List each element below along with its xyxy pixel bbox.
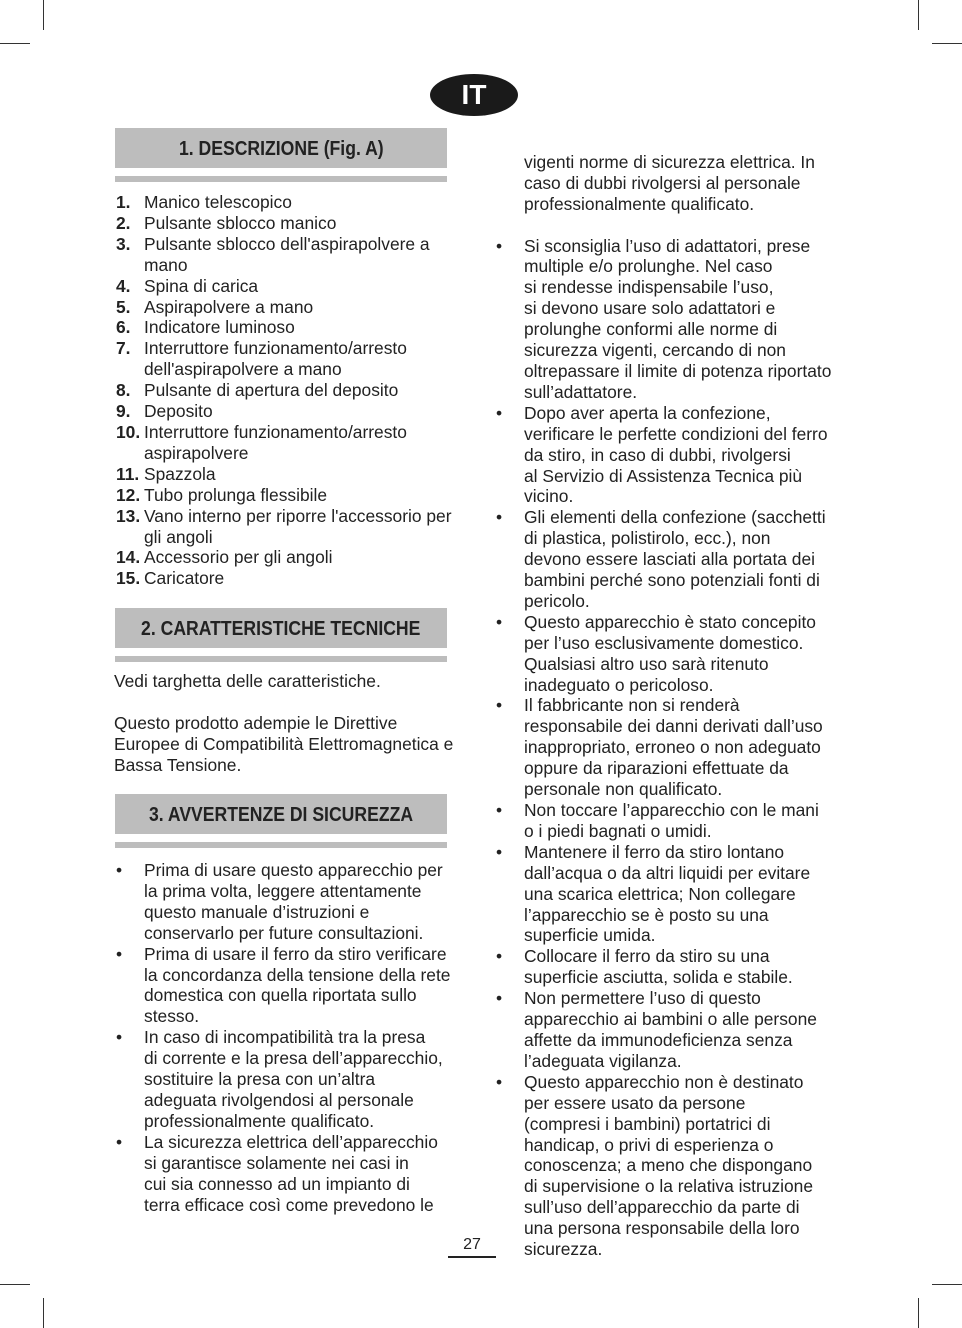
item-text: Non permettere l’uso di questo apparecchio ai bambini o alle persone affette da immunodeficienza senza l’adeguata vigilanza. [524, 988, 817, 1071]
list-item [116, 380, 456, 401]
item-text: Manico telescopico [144, 192, 292, 212]
item-number: 1. [116, 192, 131, 212]
item-number: 12. [116, 484, 141, 505]
item-text: Collocare il ferro da stiro su una superficie asciutta, solida e stabile. [524, 946, 793, 988]
list-item [116, 338, 456, 380]
list-item [496, 800, 841, 842]
item-text: Accessorio per gli angoli [144, 547, 333, 568]
item-text: Mantenere il ferro da stiro lontano dall’acqua o da altri liquidi per evitare una scarica elettrica; Non collegare l’apparecchio se è posto su una superficie umida. [524, 841, 811, 946]
item-text: Vano interno per riporre l'accessorio per gli angoli [144, 505, 452, 547]
section-2-title: 2. CARATTERISTICHE TECNICHE [141, 618, 421, 640]
item-text: In caso di incompatibilità tra la presa di corrente e la presa dell’apparecchio, sostituire la presa con un’altra adeguata rivolgendosi al personale professionalmente qualificato. [144, 1027, 443, 1131]
crop-mark [918, 1298, 919, 1328]
item-text: Spina di carica [144, 275, 259, 296]
section-1-title: 1. DESCRIZIONE (Fig. A) [178, 138, 384, 160]
bullet-icon: • [116, 1027, 123, 1048]
crop-mark [932, 1284, 962, 1285]
bullet-icon: • [496, 695, 503, 716]
list-item [116, 860, 456, 944]
item-text: Spazzola [144, 463, 216, 484]
item-text: Caricatore [144, 568, 225, 589]
list-item [496, 988, 841, 1072]
list-item [116, 1027, 456, 1132]
item-text: Non toccare l’apparecchio con le mani o i piedi bagnati o umidi. [524, 800, 819, 841]
item-number: 11. [116, 463, 140, 484]
item-text: Tubo prolunga flessibile [144, 484, 328, 505]
item-number: 5. [116, 296, 131, 317]
item-text: Dopo aver aperta la confezione, verificare le perfette condizioni del ferro da stiro, in caso di dubbi, rivolgersi al Servizio di Assistenza Tecnica più vicino. [524, 402, 828, 507]
item-number: 3. [116, 233, 131, 254]
section-3-header [115, 794, 447, 834]
item-number: 4. [116, 275, 131, 296]
item-number: 8. [116, 380, 131, 401]
list-item [496, 1072, 841, 1260]
bullet-icon: • [496, 402, 503, 423]
crop-mark [43, 0, 44, 30]
item-text: Indicatore luminoso [144, 317, 295, 338]
list-item [116, 547, 456, 568]
item-number: 7. [116, 338, 131, 359]
parts-list [116, 192, 456, 589]
crop-mark [932, 43, 962, 44]
page-number: 27 [448, 1236, 496, 1258]
directives-text: Questo prodotto adempie le Direttive Europee di Compatibilità Elettromagnetica e Bassa Tensione. [114, 713, 454, 775]
item-number: 15. [116, 568, 141, 589]
list-item [116, 485, 456, 506]
list-item [116, 297, 456, 318]
crop-mark [0, 1284, 30, 1285]
list-item [496, 946, 841, 988]
item-text: Questo apparecchio non è destinato per essere usato da persone (compresi i bambini) portatrici di handicap, o privi di esperienza o conoscenza; a meno che dispongano di supervisione o la relativa istruzione sull’uso dell’apparecchio da parte di una persona responsabile della loro sicurezza. [524, 1071, 814, 1260]
continuation-text: vigenti norme di sicurezza elettrica. In caso di dubbi rivolgersi al personale professionalmente qualificato. [524, 151, 815, 214]
bullet-icon: • [496, 946, 503, 967]
bullet-icon: • [116, 943, 123, 964]
item-text: Gli elementi della confezione (sacchetti di plastica, polistirolo, ecc.), non devono essere lasciati alla portata dei bambini perché sono potenziali fonti di pericolo. [524, 507, 826, 611]
item-text: Si sconsiglia l’uso di adattatori, prese multiple e/o prolunghe. Nel caso si rendesse indispensabile l’uso, si devono usare solo adattatori e prolunghe conformi alle norme di sicurezza vigenti, cercando di non oltrepassare il limite di potenza riportato sull’adattatore. [524, 235, 832, 402]
bullet-icon: • [496, 235, 503, 256]
bullet-icon: • [116, 860, 123, 880]
list-item [116, 568, 456, 589]
list-item [116, 464, 456, 485]
list-item [116, 422, 456, 464]
item-text: Interruttore funzionamento/arresto aspirapolvere [144, 421, 407, 463]
specs-text: Vedi targhetta delle caratteristiche. [114, 671, 381, 691]
item-text: Questo apparecchio è stato concepito per l’uso esclusivamente domestico. Qualsiasi altro uso sarà ritenuto inadeguato o pericoloso. [524, 611, 816, 695]
list-item [496, 236, 841, 403]
list-item [496, 403, 841, 508]
section-1-header [115, 128, 447, 168]
list-item [116, 276, 456, 297]
item-text: Aspirapolvere a mano [144, 296, 314, 317]
crop-mark [0, 43, 30, 44]
list-item [496, 695, 841, 800]
bullet-icon: • [496, 1071, 503, 1092]
list-item [116, 1132, 456, 1216]
bullet-icon: • [496, 988, 503, 1009]
item-text: Pulsante di apertura del deposito [144, 380, 399, 401]
item-text: Il fabbricante non si renderà responsabile dei danni derivati dall’uso inappropriato, erroneo o non adeguato oppure da riparazioni effettuate da personale non qualificato. [524, 695, 823, 800]
bullet-icon: • [496, 611, 503, 632]
list-item [116, 317, 456, 338]
item-number: 6. [116, 317, 131, 338]
safety-list-left [116, 860, 456, 1215]
divider [115, 176, 447, 182]
item-text: Interruttore funzionamento/arresto dell'aspirapolvere a mano [144, 338, 407, 380]
item-number: 10. [116, 421, 141, 442]
list-item [116, 401, 456, 422]
bullet-icon: • [496, 841, 503, 862]
item-text: Pulsante sblocco manico [144, 212, 337, 233]
crop-mark [918, 0, 919, 30]
item-number: 9. [116, 401, 131, 422]
section-2-header [115, 608, 447, 648]
item-text: Prima di usare questo apparecchio per la prima volta, leggere attentamente questo manuale d’istruzioni e conservarlo per future consultazioni. [144, 860, 443, 943]
list-item [116, 506, 456, 548]
list-item [116, 234, 456, 276]
item-number: 14. [116, 547, 141, 568]
crop-mark [43, 1298, 44, 1328]
safety-list-right [496, 131, 841, 1260]
divider [115, 656, 447, 662]
item-text: Prima di usare il ferro da stiro verificare la concordanza della tensione della rete domestica con quella riportata sullo stesso. [144, 943, 451, 1027]
list-item [496, 612, 841, 696]
language-badge: IT [430, 74, 518, 116]
divider [115, 842, 447, 848]
list-item [496, 507, 841, 612]
bullet-icon: • [116, 1131, 123, 1152]
list-item [496, 842, 841, 947]
list-item [116, 192, 456, 213]
item-number: 2. [116, 212, 131, 233]
item-text: Deposito [144, 401, 213, 422]
item-text: Pulsante sblocco dell'aspirapolvere a mano [144, 233, 430, 275]
list-item [116, 213, 456, 234]
bullet-icon: • [496, 507, 503, 528]
item-number: 13. [116, 505, 141, 526]
bullet-icon: • [496, 800, 503, 820]
item-text: La sicurezza elettrica dell’apparecchio si garantisce solamente nei casi in cui sia connesso ad un impianto di terra efficace così come prevedono le [144, 1131, 438, 1215]
section-3-title: 3. AVVERTENZE DI SICUREZZA [148, 804, 414, 826]
list-item [116, 944, 456, 1028]
